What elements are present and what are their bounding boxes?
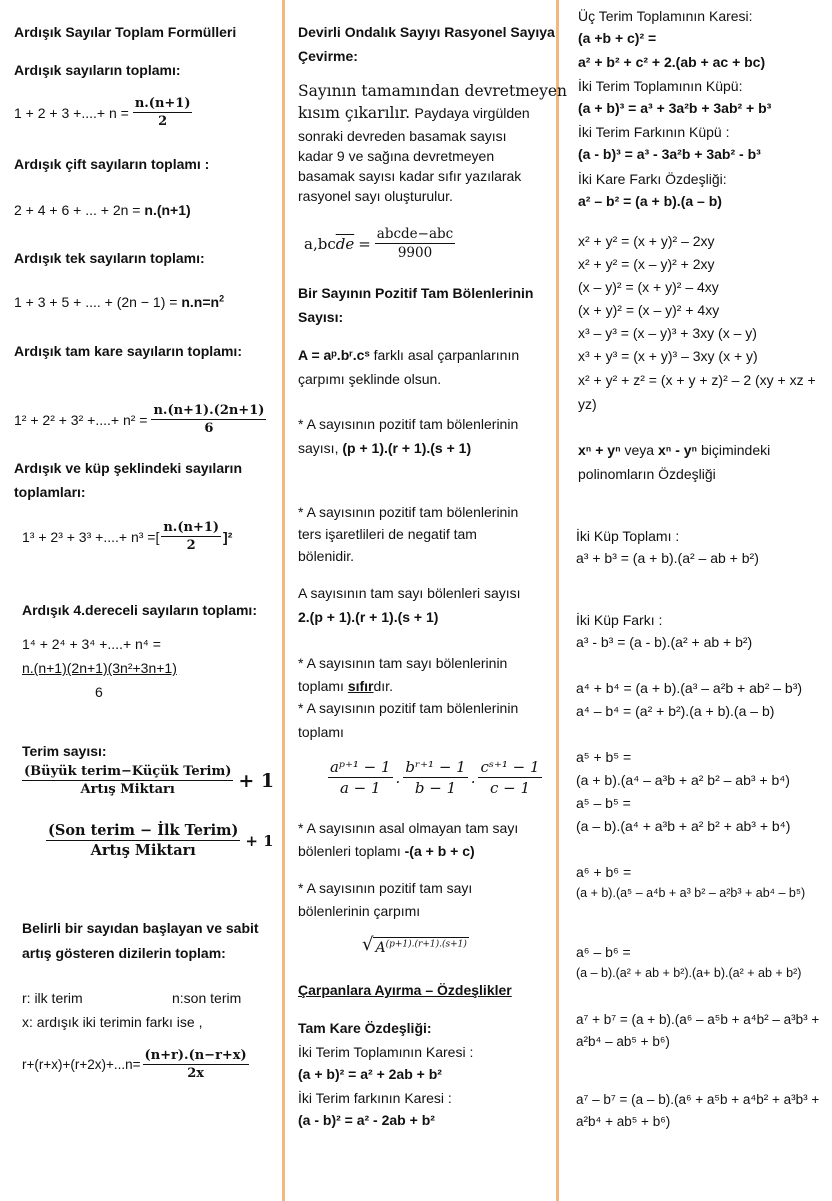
formula-base: A bbox=[375, 940, 386, 956]
identity-4: (x + y)² = (x – y)² + 4xy bbox=[578, 302, 720, 318]
formula-lhs: 2 + 4 + 6 + ... + 2n = bbox=[14, 202, 141, 218]
formula-term-count-2 bbox=[46, 822, 274, 859]
formula-fourth-denominator: 6 bbox=[95, 684, 103, 700]
negative-divisors-1: * A sayısının pozitif tam bölenlerinin bbox=[298, 504, 519, 520]
heading-odd-sum: Ardışık tek sayıların toplamı: bbox=[14, 250, 205, 266]
formula-divisor-product bbox=[362, 934, 469, 956]
fraction-denominator: 9900 bbox=[397, 245, 433, 261]
seventh-power-diff-2: a²b⁴ + ab⁵ + b⁶) bbox=[576, 1114, 671, 1129]
fifth-power-diff-2: (a – b).(a⁴ + a³b + a² b² + ab³ + b⁴) bbox=[576, 818, 791, 834]
fraction-denominator: b − 1 bbox=[414, 779, 457, 797]
sixth-power-sum-1: a⁶ + b⁶ = bbox=[576, 864, 632, 880]
non-prime-sum-2 bbox=[298, 843, 475, 859]
formula-fourth-line-1: 1⁴ + 2⁴ + 3⁴ +....+ n⁴ = bbox=[22, 636, 161, 652]
divisor-product-2: bölenlerinin çarpımı bbox=[298, 903, 421, 919]
formula: -(a + b + c) bbox=[404, 843, 475, 859]
formula-rhs: ]² bbox=[223, 528, 233, 545]
sixth-power-sum-2: (a + b).(a⁵ – a⁴b + a³ b² – a²b³ + ab⁴ – b⁵) bbox=[576, 886, 806, 900]
positive-divisors-2 bbox=[298, 440, 471, 456]
definition-text: farklı asal çarpanlarının bbox=[373, 347, 520, 363]
fraction bbox=[133, 96, 193, 129]
fraction bbox=[161, 520, 221, 553]
square-diff-formula: a² – b² = (a + b).(a – b) bbox=[578, 193, 722, 209]
fifth-power-diff-1: a⁵ – b⁵ = bbox=[576, 795, 631, 811]
fraction bbox=[403, 758, 467, 797]
col1-title: Ardışık Sayılar Toplam Formülleri bbox=[14, 24, 237, 40]
fraction bbox=[328, 758, 393, 797]
cube-sum-formula: (a + b)³ = a³ + 3a²b + 3ab² + b³ bbox=[578, 100, 772, 116]
repeating-para-2 bbox=[298, 104, 530, 123]
heading-cube-sum-1: Ardışık ve küp şeklindeki sayıların bbox=[14, 460, 242, 476]
tri-square-label: Üç Terim Toplamının Karesi: bbox=[578, 8, 753, 24]
sqrt-icon: √ bbox=[362, 934, 374, 955]
sixth-power-diff-1: a⁶ – b⁶ = bbox=[576, 944, 631, 960]
tri-square-formula-1: (a +b + c)² = bbox=[578, 30, 657, 46]
square-diff-label: İki Terim farkının Karesi : bbox=[298, 1090, 452, 1106]
cube-sum-label: İki Terim Toplamının Küpü: bbox=[578, 78, 743, 94]
heading-perfect-square: Tam Kare Özdeşliği: bbox=[298, 1020, 432, 1036]
heading-divisors-1: Bir Sayının Pozitif Tam Bölenlerinin bbox=[298, 285, 534, 301]
formula-consecutive-sum bbox=[14, 96, 192, 129]
col2-title-2: Çevirme: bbox=[298, 48, 358, 64]
cube-diff2-label: İki Küp Farkı : bbox=[576, 612, 663, 628]
fraction bbox=[143, 1048, 249, 1081]
fraction-denominator: 2 bbox=[158, 114, 168, 129]
integer-divisors-2: 2.(p + 1).(r + 1).(s + 1) bbox=[298, 609, 439, 625]
identity-3: (x – y)² = (x + y)² – 4xy bbox=[578, 279, 719, 295]
integer-divisors-1: A sayısının tam sayı bölenleri sayısı bbox=[298, 585, 521, 601]
fifth-power-sum-1: a⁵ + b⁵ = bbox=[576, 749, 632, 765]
fourth-power-sum: a⁴ + b⁴ = (a + b).(a³ – a²b + ab² – b³) bbox=[576, 680, 803, 696]
column-divider-left bbox=[282, 0, 285, 1201]
positive-divisors-1: * A sayısının pozitif tam bölenlerinin bbox=[298, 416, 519, 432]
text: veya bbox=[624, 442, 655, 458]
cube-sum2-label: İki Küp Toplamı : bbox=[576, 528, 680, 544]
sixth-power-diff-2: (a – b).(a² + ab + b²).(a+ b).(a² + ab + b²) bbox=[576, 966, 802, 980]
fraction-numerator: (Büyük terim−Küçük Terim) bbox=[24, 764, 232, 779]
fraction-denominator: Artış Miktarı bbox=[90, 842, 196, 859]
heading-divisors-2: Sayısı: bbox=[298, 309, 344, 325]
fraction-denominator: a − 1 bbox=[339, 779, 381, 797]
para-text: Paydaya virgülden bbox=[414, 105, 530, 121]
fraction-numerator: (Son terim − İlk Terim) bbox=[48, 822, 239, 839]
plus-one: + 1 bbox=[245, 831, 274, 850]
formula-rhs: n.(n+1) bbox=[144, 202, 191, 218]
text: toplamı bbox=[298, 678, 344, 694]
heading-fourth-power-sum: Ardışık 4.dereceli sayıların toplamı: bbox=[22, 602, 257, 618]
identity-2: x² + y² = (x – y)² + 2xy bbox=[578, 256, 715, 272]
heading-sequence-2: artış gösteren dizilerin toplam: bbox=[22, 945, 226, 961]
cube-diff2-formula: a³ - b³ = (a - b).(a² + ab + b²) bbox=[576, 634, 753, 650]
identity-7-line-1: x² + y² + z² = (x + y + z)² – 2 (xy + xz + bbox=[578, 372, 816, 388]
label-last-term: n:son terim bbox=[172, 990, 242, 1006]
heading-square-sum: Ardışık tam kare sayıların toplamı: bbox=[14, 343, 242, 359]
text: bölenleri toplamı bbox=[298, 843, 401, 859]
definition-line-2: çarpımı şeklinde olsun. bbox=[298, 371, 442, 387]
negative-divisors-2: ters işaretlileri de negatif tam bbox=[298, 526, 477, 542]
definition-line-1 bbox=[298, 347, 519, 363]
equals-sign: = bbox=[358, 234, 371, 253]
poly-diff: xⁿ - yⁿ bbox=[657, 442, 698, 458]
fraction bbox=[22, 764, 233, 797]
square-sum-label: İki Terim Toplamının Karesi : bbox=[298, 1044, 474, 1060]
text: sayısı, bbox=[298, 440, 339, 456]
fraction-numerator: n.(n+1) bbox=[163, 520, 220, 535]
zero-word: sıfır bbox=[347, 678, 374, 694]
fraction-numerator: (n+r).(n−r+x) bbox=[144, 1048, 247, 1063]
identity-5: x³ – y³ = (x – y)³ + 3xy (x – y) bbox=[578, 325, 757, 341]
divisor-sum-zero-2 bbox=[298, 678, 393, 694]
formula-sequence-sum bbox=[22, 1048, 249, 1081]
repeating-para-5: basamak sayısı kadar sıfır yazılarak bbox=[298, 168, 522, 184]
fraction bbox=[151, 403, 266, 436]
heading-sequence-1: Belirli bir sayıdan başlayan ve sabit bbox=[22, 920, 259, 936]
formula-lhs: r+(r+x)+(r+2x)+...n= bbox=[22, 1057, 141, 1072]
fraction-numerator: n.(n+1) bbox=[134, 96, 191, 111]
formula: (p + 1).(r + 1).(s + 1) bbox=[342, 440, 472, 456]
non-prime-sum-1: * A sayısının asal olmayan tam sayı bbox=[298, 820, 519, 836]
fraction-numerator: aᵖ⁺¹ − 1 bbox=[330, 758, 391, 776]
identity-7-line-2: yz) bbox=[578, 396, 597, 412]
fraction-numerator: cˢ⁺¹ − 1 bbox=[480, 758, 540, 776]
formula-lhs: 1³ + 2³ + 3³ +....+ n³ =[ bbox=[22, 528, 160, 545]
heading-factoring: Çarpanlara Ayırma – Özdeşlikler bbox=[298, 982, 512, 998]
plus-one: + 1 bbox=[238, 769, 275, 792]
repeating-para-1: Sayının tamamından devretmeyen bbox=[298, 82, 567, 100]
formula-lhs: 1² + 2² + 3² +....+ n² = bbox=[14, 411, 148, 428]
formula-square-sum bbox=[14, 403, 266, 436]
formula-odd-sum: 1 + 3 + 5 + .... + $(2n - 1) = n.n=n^2$ bbox=[14, 293, 225, 310]
seventh-power-diff-1: a⁷ – b⁷ = (a – b).(a⁶ + a⁵b + a⁴b² + a³b³ + bbox=[576, 1092, 820, 1107]
formula-divisor-sum: $\frac{\text{aᵖ⁺¹ − 1}}{a - 1}$ . $\frac{\text{bʳ⁺¹ − 1}}{b - 1}$ . $\frac{\text{cˢ⁺¹ − 1}}{c - 1}$ bbox=[330, 758, 540, 797]
polynomial-heading-1 bbox=[578, 442, 770, 458]
identity-1: x² + y² = (x + y)² – 2xy bbox=[578, 233, 715, 249]
square-sum-formula: (a + b)² = a² + 2ab + b² bbox=[298, 1066, 442, 1082]
square-diff-formula: (a - b)² = a² - 2ab + b² bbox=[298, 1112, 435, 1128]
divisor-sum-zero-1: * A sayısının tam sayı bölenlerinin bbox=[298, 655, 508, 671]
negative-divisors-3: bölenidir. bbox=[298, 548, 355, 564]
seventh-power-sum-1: a⁷ + b⁷ = (a + b).(a⁶ – a⁵b + a⁴b² – a³b³ + bbox=[576, 1012, 820, 1027]
square-diff-label: İki Kare Farkı Özdeşliği: bbox=[578, 171, 727, 187]
fraction-denominator: Artış Miktarı bbox=[80, 782, 175, 797]
heading-consecutive-sum: Ardışık sayıların toplamı: bbox=[14, 62, 181, 78]
formula-rhs: n.n=n bbox=[181, 294, 220, 310]
formula-fourth-numerator: n.(n+1)(2n+1)(3n²+3n+1) bbox=[22, 660, 177, 676]
fraction-numerator: bʳ⁺¹ − 1 bbox=[405, 758, 466, 776]
text: biçimindeki bbox=[700, 442, 771, 458]
col2-title-1: Devirli Ondalık Sayıyı Rasyonel Sayıya bbox=[298, 24, 555, 40]
fraction-denominator: 2 bbox=[186, 538, 196, 553]
fraction-denominator: 2x bbox=[187, 1066, 205, 1081]
cube-diff-formula: (a - b)³ = a³ - 3a²b + 3ab² - b³ bbox=[578, 146, 761, 162]
formula-term-count-1 bbox=[22, 764, 274, 797]
fraction bbox=[478, 758, 541, 797]
seventh-power-sum-2: a²b⁴ – ab⁵ + b⁶) bbox=[576, 1034, 670, 1049]
fraction bbox=[375, 226, 455, 261]
tri-square-formula-2: a² + b² + c² + 2.(ab + ac + bc) bbox=[578, 54, 766, 70]
fraction-denominator: c − 1 bbox=[489, 779, 531, 797]
heading-cube-sum-2: toplamları: bbox=[14, 484, 86, 500]
repeating-para-4: kadar 9 ve sağına devretmeyen bbox=[298, 148, 495, 164]
formula-lhs: a,bc bbox=[304, 234, 336, 253]
formula-even-sum bbox=[14, 202, 191, 218]
heading-even-sum: Ardışık çift sayıların toplamı : bbox=[14, 156, 210, 172]
repeating-para-6: rasyonel sayı oluşturulur. bbox=[298, 188, 453, 204]
formula-lhs: 1 + 2 + 3 +....+ n = bbox=[14, 104, 129, 121]
polynomial-heading-2: polinomların Özdeşliği bbox=[578, 466, 716, 482]
positive-divisor-sum-1: * A sayısının pozitif tam bölenlerinin bbox=[298, 700, 519, 716]
text: dır. bbox=[373, 678, 393, 694]
label-first-term: r: ilk terim bbox=[22, 990, 83, 1006]
cube-diff-label: İki Terim Farkının Küpü : bbox=[578, 124, 730, 140]
repeating-para-3: sonraki devreden basamak sayısı bbox=[298, 128, 507, 144]
fraction-denominator: 6 bbox=[204, 421, 214, 436]
fourth-power-diff: a⁴ – b⁴ = (a² + b²).(a + b).(a – b) bbox=[576, 703, 775, 719]
identity-6: x³ + y³ = (x + y)³ – 3xy (x + y) bbox=[578, 348, 758, 364]
fraction bbox=[46, 822, 240, 859]
fraction-numerator: abcde−abc bbox=[376, 226, 454, 242]
formula-repeating-decimal bbox=[304, 226, 455, 261]
definition-formula: A = aᵖ.bʳ.cˢ bbox=[298, 347, 370, 363]
column-divider-right bbox=[556, 0, 559, 1201]
label-difference: x: ardışık iki terimin farkı ise , bbox=[22, 1014, 203, 1030]
cube-sum2-formula: a³ + b³ = (a + b).(a² – ab + b²) bbox=[576, 550, 759, 566]
repeating-digits: $\overline{de}$ bbox=[335, 234, 355, 253]
heading-term-count: Terim sayısı: bbox=[22, 743, 107, 759]
para-text: kısım çıkarılır. bbox=[298, 104, 411, 122]
fraction-numerator: n.(n+1).(2n+1) bbox=[153, 403, 265, 418]
positive-divisor-sum-2: toplamı bbox=[298, 724, 344, 740]
fifth-power-sum-2: (a + b).(a⁴ – a³b + a² b² – ab³ + b⁴) bbox=[576, 772, 790, 788]
divisor-product-1: * A sayısının pozitif tam sayı bbox=[298, 880, 473, 896]
formula-lhs: 1 + 3 + 5 + .... + (2n − 1) = bbox=[14, 294, 178, 310]
poly-sum: xⁿ + yⁿ bbox=[578, 442, 621, 458]
formula-cube-sum bbox=[22, 520, 232, 553]
formula-exponent: (p+1).(r+1).(s+1) bbox=[385, 939, 467, 950]
